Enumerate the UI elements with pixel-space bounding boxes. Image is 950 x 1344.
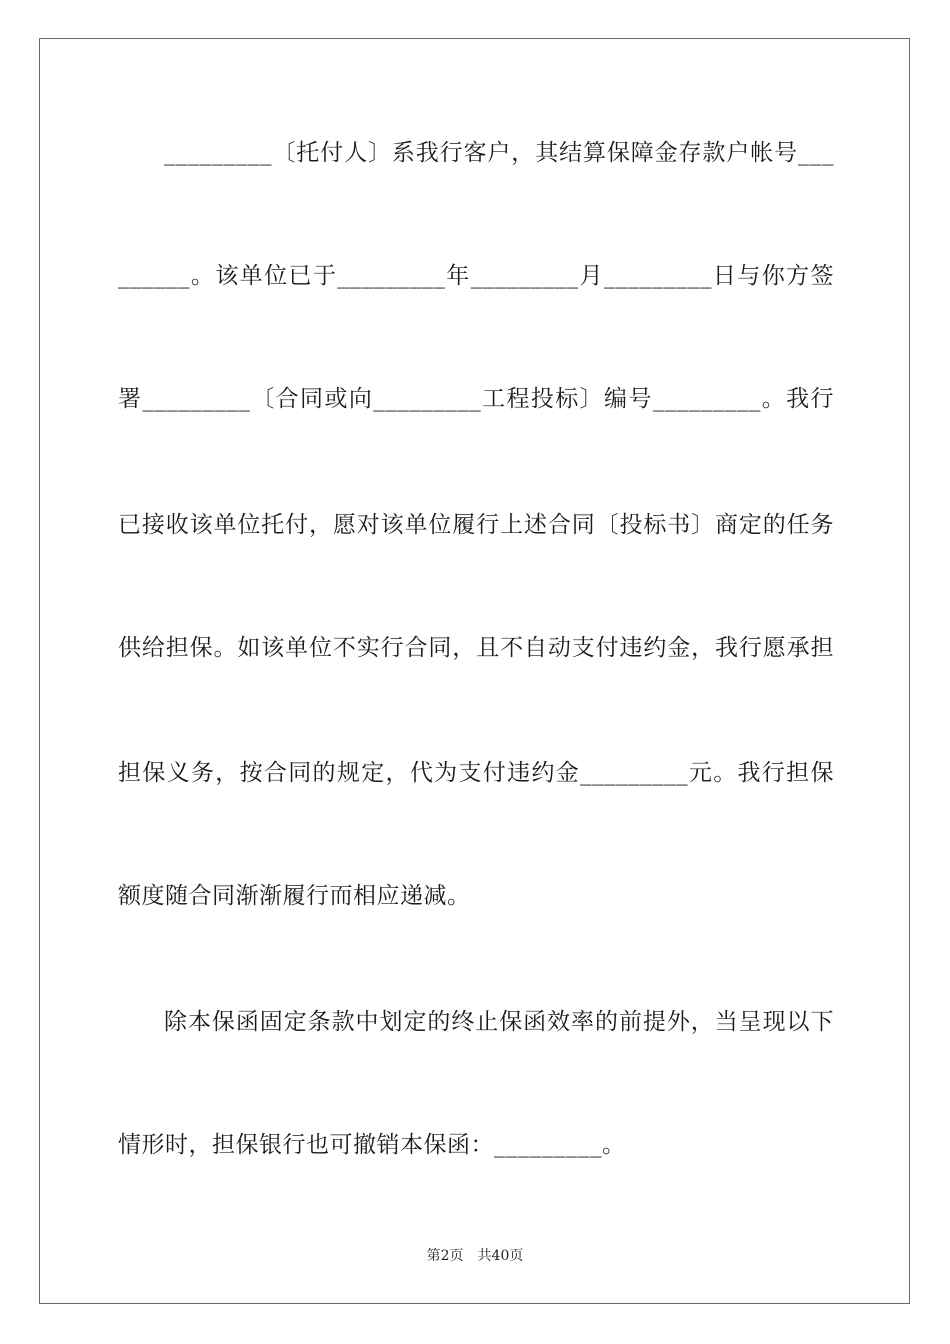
paragraph-1-line-7: 额度随合同渐渐履行而相应递减。 (118, 883, 471, 909)
page-border (39, 38, 910, 1304)
paragraph-1-line-3: 署_________〔合同或向_________工程投标〕编号_________。我行 (118, 386, 834, 412)
paragraph-1-line-2: ______。该单位已于_________年_________月_________日与你方签 (118, 263, 834, 289)
paragraph-2-line-1: 除本保函固定条款中划定的终止保函效率的前提外，当呈现以下 (164, 1009, 834, 1035)
paragraph-2-line-2: 情形时，担保银行也可撤销本保函：_________。 (118, 1132, 626, 1158)
paragraph-1-line-1: _________〔托付人〕系我行客户，其结算保障金存款户帐号___ (164, 140, 834, 166)
page-number-footer: 第2页 共40页 (426, 1248, 524, 1264)
paragraph-1-line-6: 担保义务，按合同的规定，代为支付违约金_________元。我行担保 (118, 760, 834, 786)
paragraph-1-line-5: 供给担保。如该单位不实行合同，且不自动支付违约金，我行愿承担 (118, 635, 834, 661)
paragraph-1-line-4: 已接收该单位托付，愿对该单位履行上述合同〔投标书〕商定的任务 (118, 512, 834, 538)
